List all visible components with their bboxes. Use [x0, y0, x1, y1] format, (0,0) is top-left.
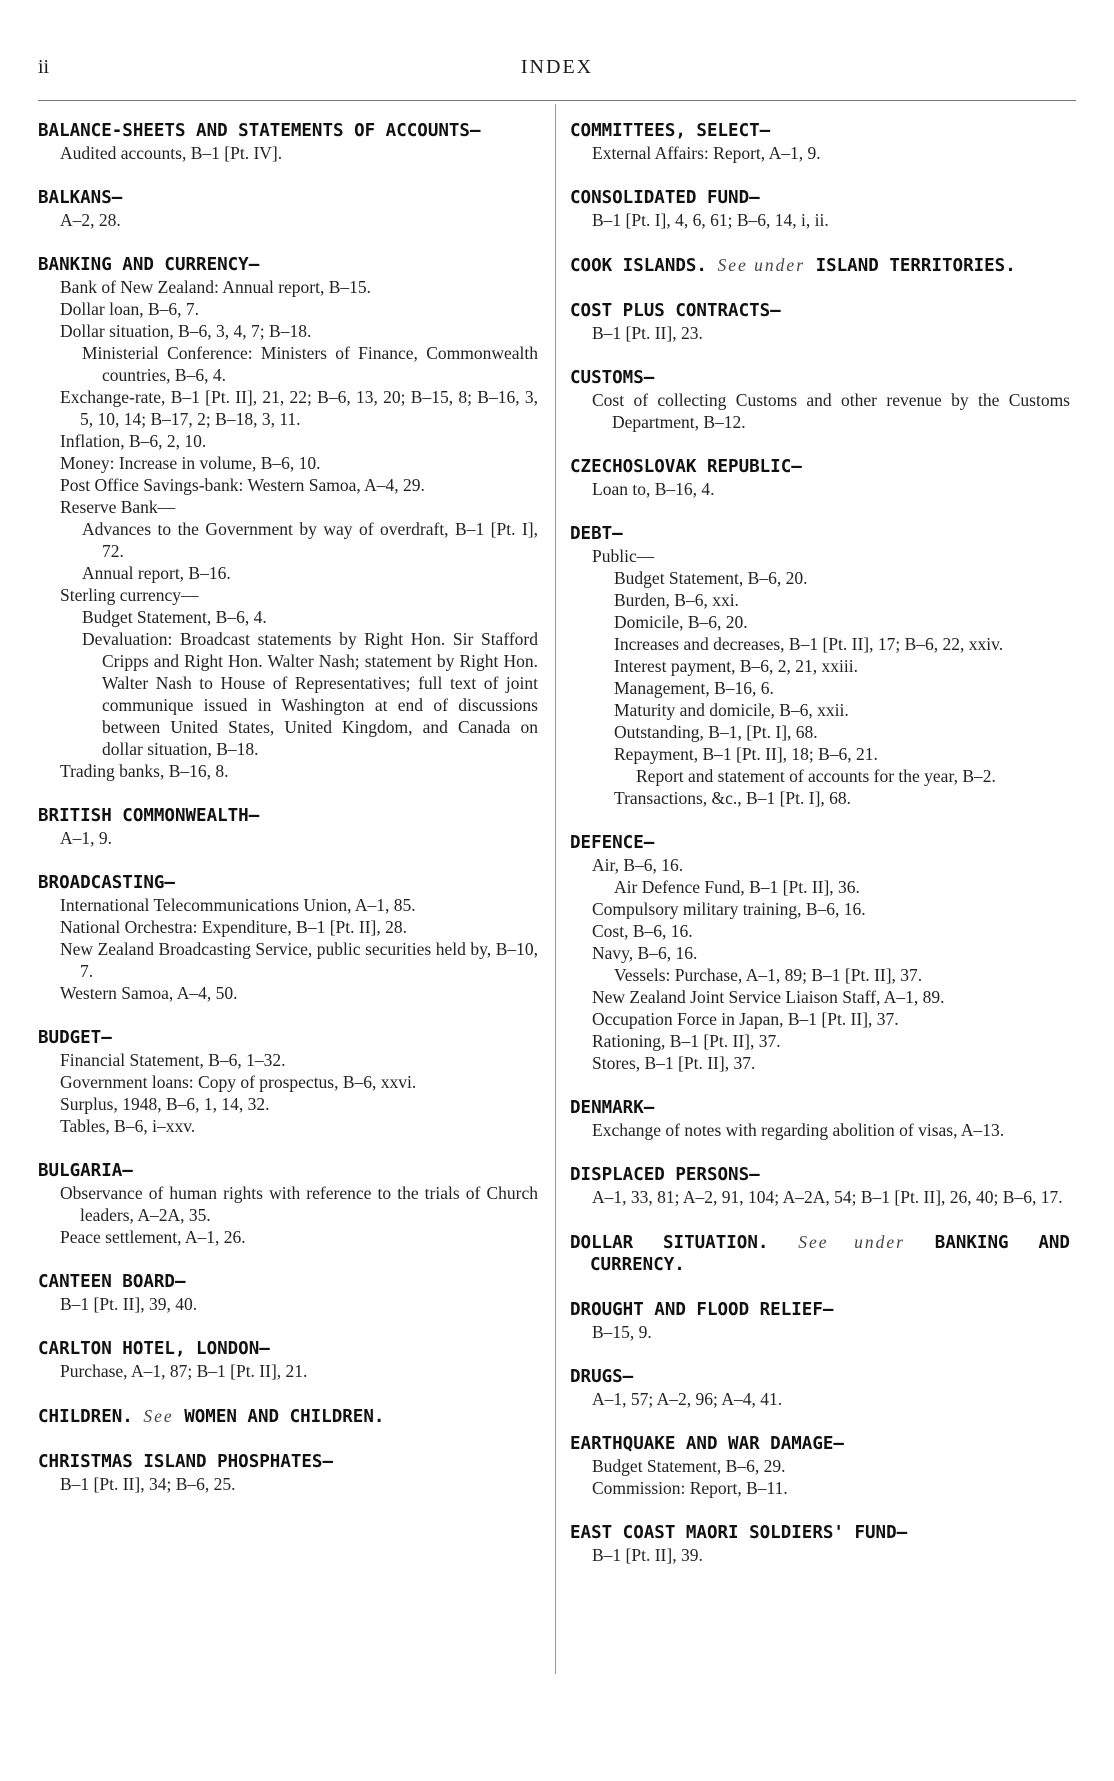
page-header: [38, 56, 1076, 86]
running-head: INDEX: [520, 56, 594, 78]
entry-heading: [570, 1299, 1070, 1321]
subentry: B–1 [Pt. II], 23.: [592, 323, 703, 343]
subentry: B–1 [Pt. II], 34; B–6, 25.: [60, 1474, 236, 1494]
subentry: Advances to the Government by way of overdraft, B–1 [Pt. I], 72.: [82, 519, 538, 561]
heading-text: BULGARIA—: [38, 1161, 133, 1181]
heading-text: BRITISH COMMONWEALTH—: [38, 806, 260, 826]
entry-heading: [570, 1433, 1070, 1455]
subentry: Government loans: Copy of prospectus, B–6, xxvi.: [60, 1072, 417, 1092]
subentry: Exchange-rate, B–1 [Pt. II], 21, 22; B–6, 13, 20; B–15, 8; B–16, 3, 5, 10, 14; B–17, 2; B–18, 3, 11.: [60, 387, 538, 429]
subentry: Exchange of notes with regarding abolition of visas, A–13.: [592, 1120, 1005, 1140]
subentry: Observance of human rights with reference to the trials of Church leaders, A–2A, 35.: [60, 1183, 538, 1225]
subentry: Management, B–16, 6.: [614, 678, 774, 698]
heading-text: DRUGS—: [570, 1367, 634, 1387]
subentry: Western Samoa, A–4, 50.: [60, 983, 238, 1003]
entry-heading: [570, 1366, 1070, 1388]
page-number: ii: [38, 56, 50, 78]
subentry: Purchase, A–1, 87; B–1 [Pt. II], 21.: [60, 1361, 308, 1381]
heading-text: CARLTON HOTEL, LONDON—: [38, 1339, 270, 1359]
subentry: Air Defence Fund, B–1 [Pt. II], 36.: [614, 877, 860, 897]
subentry: New Zealand Joint Service Liaison Staff, A–1, 89.: [592, 987, 945, 1007]
subentry: Money: Increase in volume, B–6, 10.: [60, 453, 321, 473]
index-entry: [570, 367, 1070, 433]
index-entry: [570, 300, 1070, 344]
index-entry: [38, 120, 538, 164]
entry-heading: [38, 1338, 538, 1360]
subentry: Domicile, B–6, 20.: [614, 612, 748, 632]
entry-heading: [38, 1027, 538, 1049]
subentry: Annual report, B–16.: [82, 563, 231, 583]
subentry: New Zealand Broadcasting Service, public securities held by, B–10, 7.: [60, 939, 538, 981]
entry-heading: [38, 805, 538, 827]
subentry: Dollar loan, B–6, 7.: [60, 299, 200, 319]
entry-heading: [570, 1164, 1070, 1186]
index-entry: [570, 456, 1070, 500]
subentry: Vessels: Purchase, A–1, 89; B–1 [Pt. II], 37.: [614, 965, 923, 985]
see-reference: See: [143, 1406, 174, 1426]
subentry: External Affairs: Report, A–1, 9.: [592, 143, 821, 163]
entry-heading: [570, 1097, 1070, 1119]
subentry: Tables, B–6, i–xxv.: [60, 1116, 196, 1136]
heading-text: COMMITTEES, SELECT—: [570, 121, 771, 141]
index-entry: [38, 187, 538, 231]
subentry: Trading banks, B–16, 8.: [60, 761, 229, 781]
entry-heading: [570, 120, 1070, 142]
heading-text: CZECHOSLOVAK REPUBLIC—: [570, 457, 802, 477]
subentry: B–1 [Pt. II], 39.: [592, 1545, 703, 1565]
subentry: B–1 [Pt. I], 4, 6, 61; B–6, 14, i, ii.: [592, 210, 829, 230]
subentry: Navy, B–6, 16.: [592, 943, 698, 963]
entry-heading: [570, 456, 1070, 478]
index-entry: [38, 1405, 538, 1428]
heading-text: CUSTOMS—: [570, 368, 655, 388]
header-rule: [38, 100, 1076, 101]
heading-text: COOK ISLANDS.: [570, 256, 707, 276]
cross-reference-target: BANKING AND CURRENCY.: [590, 1233, 1070, 1275]
entry-heading: [38, 120, 538, 142]
subentry: Audited accounts, B–1 [Pt. IV].: [60, 143, 283, 163]
subentry: International Telecommunications Union, A–1, 85.: [60, 895, 416, 915]
entry-heading: [38, 1451, 538, 1473]
heading-text: CHILDREN.: [38, 1407, 133, 1427]
index-column-right: [570, 120, 1070, 1589]
heading-text: DEBT—: [570, 524, 623, 544]
heading-text: BALANCE-SHEETS AND STATEMENTS OF ACCOUNTS—: [38, 121, 481, 141]
see-reference: See under: [717, 255, 806, 275]
subentry: Dollar situation, B–6, 3, 4, 7; B–18.: [60, 321, 312, 341]
entry-heading: [570, 1231, 1070, 1276]
entry-heading: [570, 300, 1070, 322]
column-divider: [555, 104, 556, 1674]
subentry: Surplus, 1948, B–6, 1, 14, 32.: [60, 1094, 270, 1114]
subentry: Sterling currency—: [60, 585, 199, 605]
index-entry: [570, 1097, 1070, 1141]
subentry: Stores, B–1 [Pt. II], 37.: [592, 1053, 756, 1073]
subentry: B–15, 9.: [592, 1322, 652, 1342]
entry-heading: [38, 254, 538, 276]
entry-heading: [570, 367, 1070, 389]
subentry: Bank of New Zealand: Annual report, B–15.: [60, 277, 372, 297]
subentry: B–1 [Pt. II], 39, 40.: [60, 1294, 198, 1314]
heading-text: BANKING AND CURRENCY—: [38, 255, 260, 275]
index-entry: [38, 872, 538, 1004]
index-entry: [38, 1271, 538, 1315]
entry-heading: [570, 187, 1070, 209]
index-entry: [570, 1522, 1070, 1566]
entry-heading: [570, 1522, 1070, 1544]
index-entry: [570, 1164, 1070, 1208]
subentry: Outstanding, B–1, [Pt. I], 68.: [614, 722, 818, 742]
subentry: Interest payment, B–6, 2, 21, xxiii.: [614, 656, 858, 676]
subentry: National Orchestra: Expenditure, B–1 [Pt. II], 28.: [60, 917, 407, 937]
subentry: Ministerial Conference: Ministers of Finance, Commonwealth countries, B–6, 4.: [82, 343, 538, 385]
subentry: A–1, 57; A–2, 96; A–4, 41.: [592, 1389, 783, 1409]
subentry: A–1, 33, 81; A–2, 91, 104; A–2A, 54; B–1 [Pt. II], 26, 40; B–6, 17.: [592, 1187, 1063, 1207]
heading-text: BALKANS—: [38, 188, 123, 208]
subentry: Financial Statement, B–6, 1–32.: [60, 1050, 286, 1070]
subentry: Report and statement of accounts for the year, B–2.: [636, 766, 996, 786]
cross-reference-target: ISLAND TERRITORIES.: [815, 256, 1016, 276]
subentry: Transactions, &c., B–1 [Pt. I], 68.: [614, 788, 852, 808]
subentry: Compulsory military training, B–6, 16.: [592, 899, 866, 919]
index-entry: [38, 805, 538, 849]
subentry: Budget Statement, B–6, 20.: [614, 568, 808, 588]
heading-text: EAST COAST MAORI SOLDIERS' FUND—: [570, 1523, 908, 1543]
heading-text: CHRISTMAS ISLAND PHOSPHATES—: [38, 1452, 334, 1472]
entry-heading: [570, 254, 1070, 277]
subentry: Occupation Force in Japan, B–1 [Pt. II], 37.: [592, 1009, 899, 1029]
subentry: Increases and decreases, B–1 [Pt. II], 17; B–6, 22, xxiv.: [614, 634, 1004, 654]
entry-heading: [38, 187, 538, 209]
index-column-left: [38, 120, 538, 1518]
index-entry: [570, 1366, 1070, 1410]
entry-heading: [570, 523, 1070, 545]
index-entry: [38, 1160, 538, 1248]
index-entry: [570, 254, 1070, 277]
index-entry: [570, 1433, 1070, 1499]
subentry: Maturity and domicile, B–6, xxii.: [614, 700, 849, 720]
heading-text: DOLLAR SITUATION.: [570, 1233, 769, 1253]
entry-heading: [38, 872, 538, 894]
entry-heading: [38, 1405, 538, 1428]
subentry: Peace settlement, A–1, 26.: [60, 1227, 246, 1247]
subentry: Rationing, B–1 [Pt. II], 37.: [592, 1031, 781, 1051]
subentry: Reserve Bank—: [60, 497, 176, 517]
entry-heading: [570, 832, 1070, 854]
index-entry: [570, 1231, 1070, 1276]
heading-text: DISPLACED PERSONS—: [570, 1165, 760, 1185]
subentry: Repayment, B–1 [Pt. II], 18; B–6, 21.: [614, 744, 878, 764]
subentry: Air, B–6, 16.: [592, 855, 684, 875]
index-entry: [570, 523, 1070, 809]
index-entry: [38, 1027, 538, 1137]
cross-reference-target: WOMEN AND CHILDREN.: [184, 1407, 385, 1427]
heading-text: DEFENCE—: [570, 833, 655, 853]
index-entry: [570, 187, 1070, 231]
index-entry: [38, 254, 538, 782]
index-entry: [570, 832, 1070, 1074]
index-entry: [570, 120, 1070, 164]
subentry: Budget Statement, B–6, 29.: [592, 1456, 786, 1476]
heading-text: DROUGHT AND FLOOD RELIEF—: [570, 1300, 834, 1320]
entry-heading: [38, 1160, 538, 1182]
see-reference: See under: [798, 1232, 905, 1252]
subentry: Post Office Savings-bank: Western Samoa, A–4, 29.: [60, 475, 425, 495]
subentry: Budget Statement, B–6, 4.: [82, 607, 267, 627]
subentry: Devaluation: Broadcast statements by Right Hon. Sir Stafford Cripps and Right Hon. Walter Nash; statement by Right Hon. Walter Nash to House of Representatives; full text of joint communique issued in Washington at end of discussions between United States, United Kingdom, and Canada on dollar situation, B–18.: [82, 629, 538, 759]
subentry: Commission: Report, B–11.: [592, 1478, 788, 1498]
heading-text: BUDGET—: [38, 1028, 112, 1048]
heading-text: COST PLUS CONTRACTS—: [570, 301, 781, 321]
index-entry: [38, 1451, 538, 1495]
heading-text: EARTHQUAKE AND WAR DAMAGE—: [570, 1434, 844, 1454]
subentry: Burden, B–6, xxi.: [614, 590, 739, 610]
subentry: Loan to, B–16, 4.: [592, 479, 715, 499]
subentry: Inflation, B–6, 2, 10.: [60, 431, 207, 451]
index-entry: [570, 1299, 1070, 1343]
subentry: Cost of collecting Customs and other revenue by the Customs Department, B–12.: [592, 390, 1070, 432]
heading-text: CANTEEN BOARD—: [38, 1272, 186, 1292]
heading-text: DENMARK—: [570, 1098, 655, 1118]
subentry: A–1, 9.: [60, 828, 113, 848]
heading-text: CONSOLIDATED FUND—: [570, 188, 760, 208]
subentry: Public—: [592, 546, 655, 566]
entry-heading: [38, 1271, 538, 1293]
subentry: Cost, B–6, 16.: [592, 921, 693, 941]
heading-text: BROADCASTING—: [38, 873, 175, 893]
index-entry: [38, 1338, 538, 1382]
subentry: A–2, 28.: [60, 210, 121, 230]
